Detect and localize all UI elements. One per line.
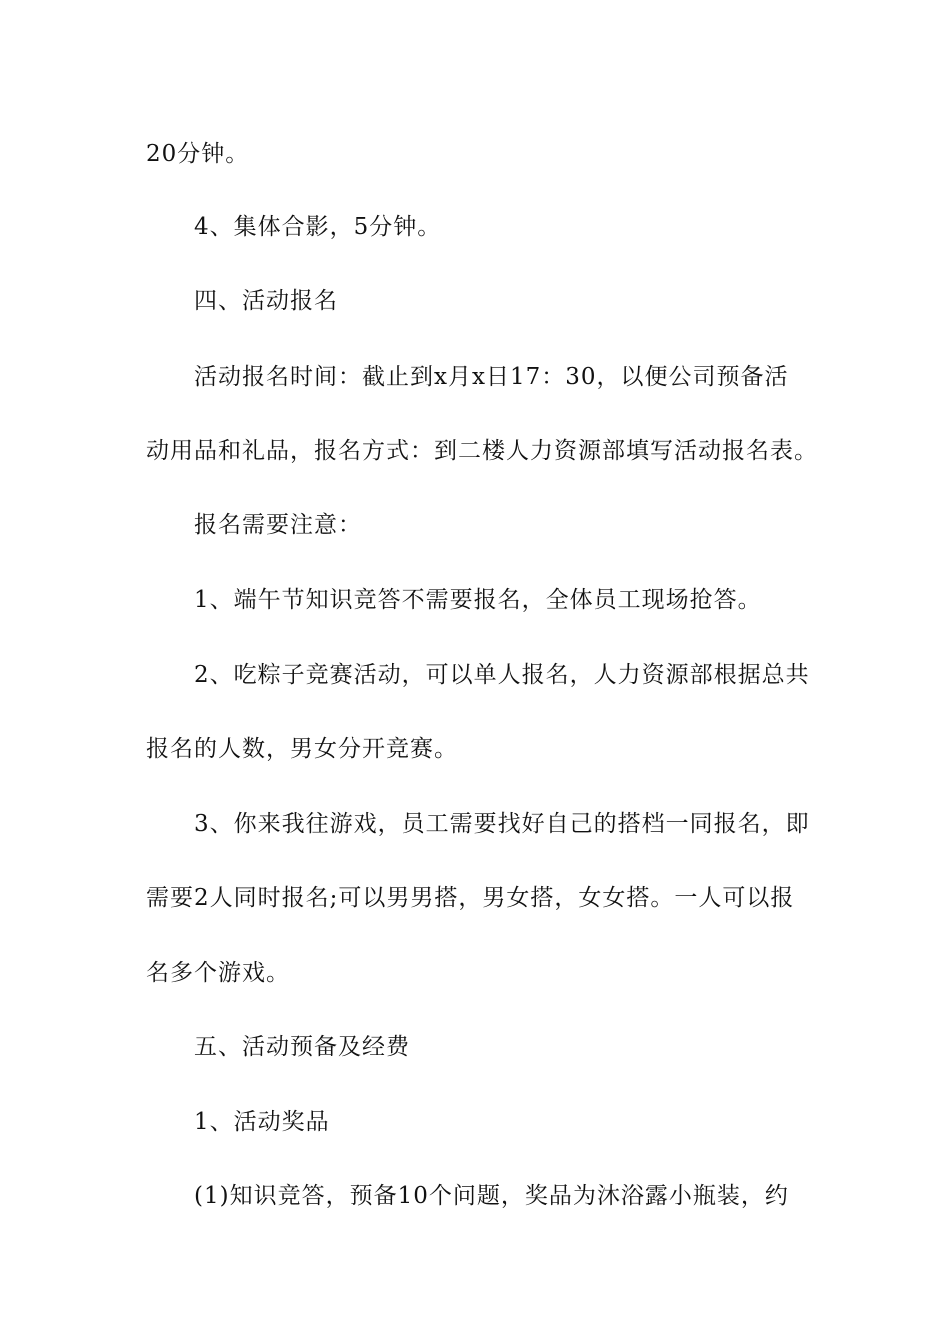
- text-line: 4、集体合影，5分钟。: [194, 214, 442, 240]
- text-line: 20分钟。: [146, 141, 250, 167]
- text-line: 1、活动奖品: [194, 1109, 330, 1135]
- text-line: 3、你来我往游戏，员工需要找好自己的搭档一同报名，即: [194, 811, 810, 837]
- text-line: (1)知识竞答，预备10个问题，奖品为沐浴露小瓶装，约: [194, 1183, 789, 1209]
- section-heading: 四、活动报名: [194, 288, 338, 314]
- text-line: 2、吃粽子竞赛活动，可以单人报名，人力资源部根据总共: [194, 662, 810, 688]
- text-line: 需要2人同时报名;可以男男搭，男女搭，女女搭。一人可以报: [146, 885, 795, 911]
- text-line: 报名需要注意：: [194, 512, 362, 538]
- text-line: 活动报名时间：截止到x月x日17：30，以便公司预备活: [194, 364, 789, 390]
- text-line: 报名的人数，男女分开竞赛。: [146, 736, 458, 762]
- section-heading: 五、活动预备及经费: [194, 1034, 410, 1060]
- text-line: 1、端午节知识竞答不需要报名，全体员工现场抢答。: [194, 587, 762, 613]
- text-line: 动用品和礼品，报名方式：到二楼人力资源部填写活动报名表。: [146, 438, 818, 464]
- text-line: 名多个游戏。: [146, 960, 290, 986]
